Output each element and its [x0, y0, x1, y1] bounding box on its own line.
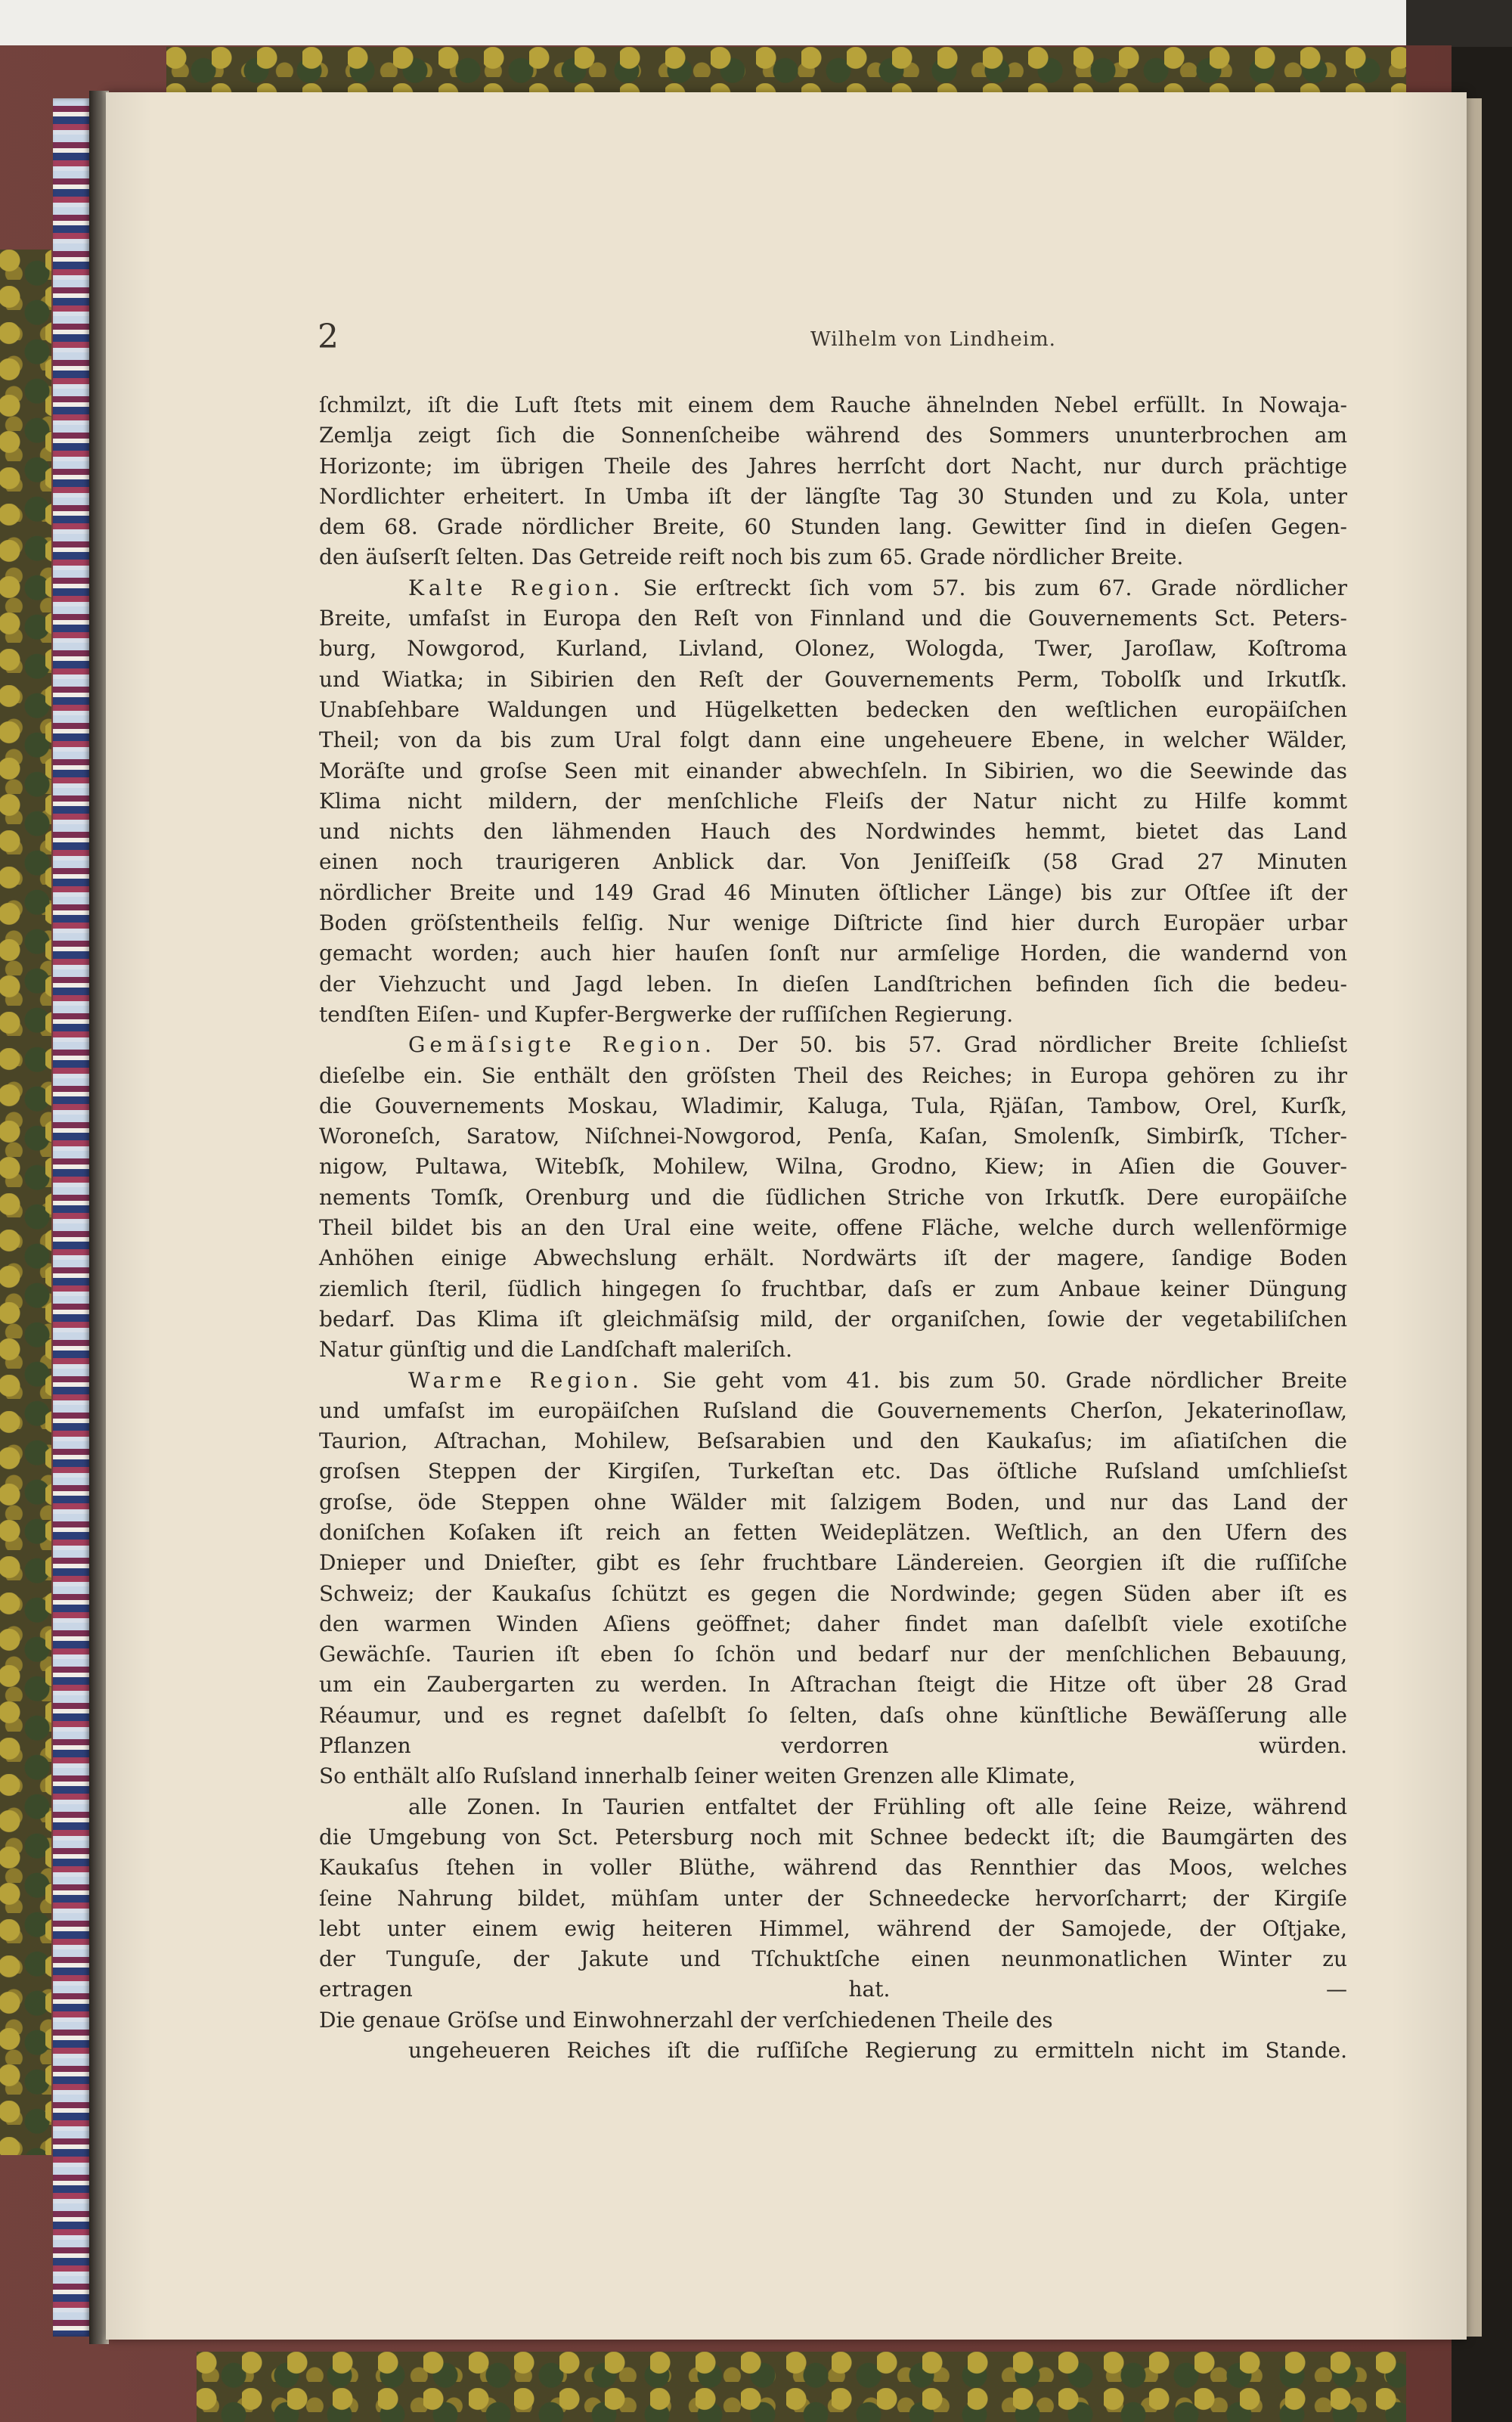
text-line: doniſchen Koſaken iſt reich an fetten Weideplätzen. Weſtlich, an den Ufern des [319, 1519, 1347, 1545]
text-line: alle Zonen. In Taurien entfaltet der Frühling oft alle ſeine Reize, während [408, 1794, 1347, 1819]
text-line: tendſten Eiſen- und Kupfer-Bergwerke der ruſſiſchen Regierung. [319, 1001, 1014, 1027]
text-line: groſse, öde Steppen ohne Wälder mit ſalzigem Boden, und nur das Land der [319, 1489, 1347, 1515]
text-line: bedarf. Das Klima iſt gleichmäſsig mild, der organiſchen, ſowie der vegetabiliſchen [319, 1306, 1347, 1332]
text-line: Anhöhen einige Abwechslung erhält. Nordwärts iſt der magere, ſandige Boden [319, 1245, 1347, 1271]
text-line: Der 50. bis 57. Grad nördlicher Breite ſchlieſst [738, 1032, 1348, 1058]
text-line: Schweiz; der Kaukaſus ſchützt es gegen die Nordwinde; gegen Süden aber iſt es [319, 1580, 1347, 1606]
text-line: lebt unter einem ewig heiteren Himmel, während der Samojede, der Oſtjake, [319, 1915, 1347, 1941]
text-line: Unabſehbare Waldungen und Hügelketten bedecken den weſtlichen europäiſchen [319, 696, 1347, 722]
text-line: Boden gröſstentheils felſig. Nur wenige Diſtricte ſind hier durch Europäer urbar [319, 910, 1347, 936]
text-line: ungeheueren Reiches iſt die ruſſiſche Regierung zu ermitteln nicht im Stande. [408, 2038, 1347, 2064]
text-line: Natur günſtig und die Landſchaft maleriſch. [319, 1337, 793, 1363]
text-line: So enthält alſo Ruſsland innerhalb ſeiner weiten Grenzen alle Klimate, [319, 1763, 1076, 1789]
text-line: und nichts den lähmenden Hauch des Nordwindes hemmt, bietet das Land [319, 819, 1347, 845]
text-line: ſeine Nahrung bildet, mühſam unter der Schneedecke hervorſcharrt; der Kirgiſe [319, 1885, 1347, 1911]
text-line: dieſelbe ein. Sie enthält den gröſsten Theil des Reiches; in Europa gehören zu ihr [319, 1062, 1347, 1088]
running-head [213, 318, 1347, 363]
text-line: nements Tomſk, Orenburg und die ſüdlichen Striche von Irkutſk. Dere europäiſche [319, 1184, 1347, 1210]
text-line: Gewächſe. Taurien iſt eben ſo ſchön und bedarf nur der menſchlichen Bebauung, [319, 1642, 1347, 1667]
marbled-page-edge [53, 98, 89, 2337]
text-line: Sie erſtreckt ſich vom 57. bis zum 67. Grade nördlicher [643, 575, 1347, 600]
region-heading-kalte: Kalte Region. [408, 575, 624, 600]
marbled-edge-bottom [197, 2352, 1406, 2422]
text-line: Breite, umfaſst in Europa den Reſt von Finnland und die Gouvernements Sct. Peters- [319, 606, 1347, 631]
text-line: ſchmilzt, iſt die Luft ſtets mit einem dem Rauche ähnelnden Nebel erfüllt. In Nowaja- [319, 392, 1347, 417]
text-line: nördlicher Breite und 149 Grad 46 Minuten öſtlicher Länge) bis zur Oſtſee iſt der [319, 879, 1347, 905]
text-line: ertragen hat. — [319, 1977, 1347, 2002]
text-line: groſsen Steppen der Kirgiſen, Turkeſtan etc. Das öſtliche Ruſsland umſchlieſst [319, 1459, 1347, 1484]
marbled-edge-left [0, 250, 51, 2155]
text-line: burg, Nowgorod, Kurland, Livland, Olonez, Wologda, Twer, Jaroſlaw, Koſtroma [319, 636, 1347, 662]
text-line [319, 2066, 1347, 2096]
page-stack-edge [1465, 98, 1482, 2337]
text-line: der Tunguſe, der Jakute und Tſchuktſche einen neunmonatlichen Winter zu [319, 1946, 1347, 1972]
paragraph-gemaessigte-region [319, 1030, 1347, 1060]
text-line: gemacht worden; auch hier hauſen ſonſt nur armſelige Horden, die wandernd von [319, 941, 1347, 966]
scan-top-background [0, 0, 1512, 47]
text-line: Réaumur, und es regnet daſelbſt ſo ſelten, daſs ohne künſtliche Bewäſſerung alle [319, 1702, 1347, 1728]
text-line: Nordlichter erheitert. In Umba iſt der längſte Tag 30 Stunden und zu Kola, unter [319, 483, 1347, 509]
text-line: die Umgebung von Sct. Petersburg noch mit Schnee bedeckt iſt; die Baumgärten des [319, 1824, 1347, 1850]
running-title: Wilhelm von Lindheim. [810, 328, 1056, 351]
text-line: und umfaſst im europäiſchen Ruſsland die Gouvernements Cherſon, Jekaterinoſlaw, [319, 1397, 1347, 1423]
text-line: ziemlich ſteril, ſüdlich hingegen ſo fruchtbar, daſs er zum Anbaue keiner Düngung [319, 1276, 1347, 1301]
text-line: Horizonte; im übrigen Theile des Jahres herrſcht dort Nacht, nur durch prächtige [319, 453, 1347, 479]
text-line: Dnieper und Dnieſter, gibt es ſehr fruchtbare Ländereien. Georgien iſt die ruſſiſche [319, 1550, 1347, 1576]
text-line: dem 68. Grade nördlicher Breite, 60 Stunden lang. Gewitter ſind in dieſen Gegen- [319, 514, 1347, 540]
text-line: Woroneſch, Saratow, Niſchnei-Nowgorod, Penſa, Kaſan, Smolenſk, Simbirſk, Tſcher- [319, 1124, 1347, 1149]
text-line: Moräſte und groſse Seen mit einander abwechſeln. In Sibirien, wo die Seewinde das [319, 758, 1347, 783]
text-line: der Viehzucht und Jagd leben. In dieſen Landſtrichen befinden ſich die bedeu- [319, 971, 1347, 997]
text-line: und Wiatka; in Sibirien den Reſt der Gouvernements Perm, Tobolſk und Irkutſk. [319, 666, 1347, 692]
region-heading-warme: Warme Region. [408, 1367, 644, 1393]
marbled-edge-top [166, 47, 1406, 98]
text-line: Zemlja zeigt ſich die Sonnenſcheibe während des Sommers ununterbrochen am [319, 423, 1347, 448]
text-line: Theil bildet bis an den Ural eine weite, offene Fläche, welche durch wellenförmige [319, 1215, 1347, 1241]
text-line: den äuſserſt ſelten. Das Getreide reift noch bis zum 65. Grade nördlicher Breite. [319, 544, 1184, 570]
paragraph-kalte-region [319, 573, 1347, 603]
text-line: einen noch traurigeren Anblick dar. Von Jeniſſeiſk (58 Grad 27 Minuten [319, 849, 1347, 875]
text-line: Kaukaſus ſtehen in voller Blüthe, während das Rennthier das Moos, welches [319, 1855, 1347, 1881]
body-text [319, 390, 1347, 2097]
text-line: nigow, Pultawa, Witebſk, Mohilew, Wilna, Grodno, Kiew; in Aſien die Gouver- [319, 1154, 1347, 1180]
text-line: Sie geht vom 41. bis zum 50. Grade nördlicher Breite [662, 1367, 1347, 1393]
text-line: Pflanzen verdorren würden. [319, 1733, 1347, 1759]
region-heading-gemaessigte: Gemäſsigte Region. [408, 1032, 716, 1058]
text-line: Theil; von da bis zum Ural folgt dann eine ungeheuere Ebene, in welcher Wälder, [319, 727, 1347, 753]
paragraph-warme-region [319, 1366, 1347, 1396]
text-line: um ein Zaubergarten zu werden. In Aſtrachan ſteigt die Hitze oft über 28 Grad [319, 1672, 1347, 1698]
text-line: Taurion, Aſtrachan, Mohilew, Beſsarabien und den Kaukaſus; im aſiatiſchen die [319, 1428, 1347, 1454]
text-line: Klima nicht mildern, der menſchliche Fleiſs der Natur nicht zu Hilfe kommt [319, 788, 1347, 814]
page-number: 2 [318, 318, 339, 356]
text-line: Die genaue Gröſse und Einwohnerzahl der verſchiedenen Theile des [319, 2007, 1053, 2033]
text-line: den warmen Winden Aſiens geöffnet; daher findet man daſelbſt viele exotiſche [319, 1611, 1347, 1636]
text-line: die Gouvernements Moskau, Wladimir, Kaluga, Tula, Rjäſan, Tambow, Orel, Kurſk, [319, 1093, 1347, 1118]
